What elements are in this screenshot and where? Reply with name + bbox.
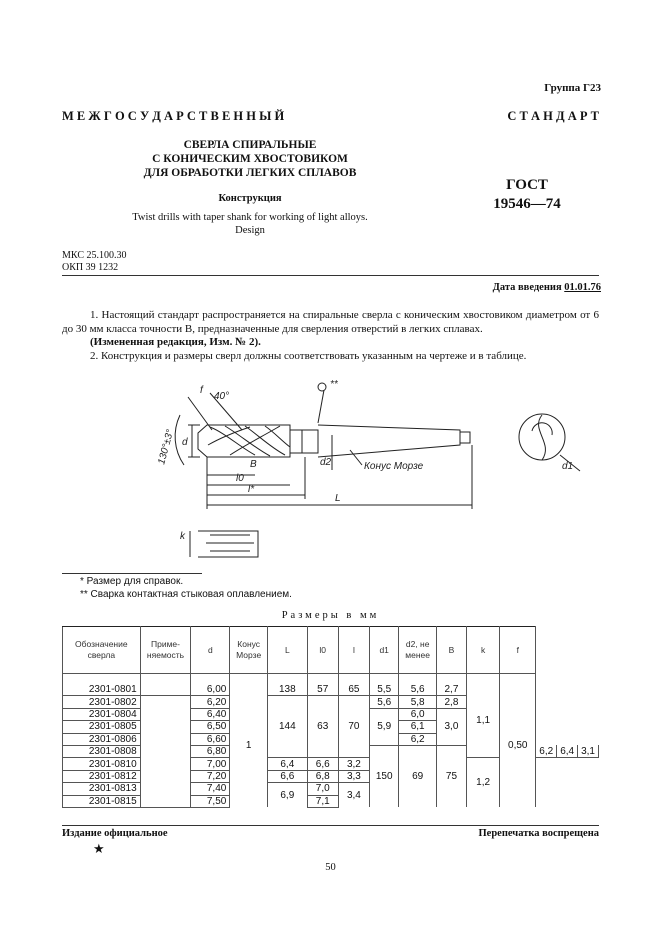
col-header: Приме- няемость xyxy=(140,627,191,674)
divider xyxy=(62,825,599,826)
paragraph-1-note: (Измененная редакция, Изм. № 2). xyxy=(90,336,261,348)
col-header: l0 xyxy=(307,627,338,674)
label-angle: 40° xyxy=(214,391,230,402)
cell-d: 6,00 xyxy=(191,674,230,696)
label-d: d xyxy=(182,437,188,448)
cell-k: 1,2 xyxy=(467,758,500,808)
cell-designation: 2301-0810 xyxy=(63,758,141,770)
cell-applicability xyxy=(140,745,191,757)
cell-l: 75 xyxy=(436,745,466,807)
cell-d1: 6,4 xyxy=(267,758,307,770)
cell-d: 6,40 xyxy=(191,708,230,720)
cell-f: 0,50 xyxy=(500,674,536,808)
cell-B: 3,4 xyxy=(338,783,369,808)
mks-code: МКС 25.100.30 xyxy=(62,250,127,261)
date-value: 01.01.76 xyxy=(564,282,601,293)
table-caption: Размеры в мм xyxy=(281,610,380,621)
group-label: Группа Г23 xyxy=(544,82,601,94)
cell-L: 138 xyxy=(267,674,307,696)
label-d1: d1 xyxy=(562,461,574,472)
page-number: 50 xyxy=(325,862,336,873)
cell-designation: 2301-0806 xyxy=(63,733,141,745)
cell-d: 7,20 xyxy=(191,770,230,782)
document-subtitle: Конструкция xyxy=(218,193,282,204)
classification-codes xyxy=(62,250,126,274)
gost-number xyxy=(487,176,567,214)
label-d2: d2 xyxy=(320,457,332,468)
okp-code: ОКП 39 1232 xyxy=(62,262,119,273)
cell-d2: 6,6 xyxy=(307,758,338,770)
cell-d: 6,20 xyxy=(191,696,230,708)
cell-designation: 2301-0815 xyxy=(63,795,141,807)
cell-d: 6,50 xyxy=(191,721,230,733)
cell-B: 3,1 xyxy=(578,745,599,757)
title-line-2: С КОНИЧЕСКИМ ХВОСТОВИКОМ xyxy=(152,153,348,165)
title-line-3: ДЛЯ ОБРАБОТКИ ЛЕГКИХ СПЛАВОВ xyxy=(143,167,357,179)
label-L: L xyxy=(335,493,341,504)
cell-d: 6,80 xyxy=(191,745,230,757)
cell-applicability xyxy=(140,770,191,782)
cell-morse: 1 xyxy=(230,674,268,808)
standard-banner xyxy=(62,109,599,124)
cell-B: 3,0 xyxy=(436,708,466,745)
col-header: d2, не менее xyxy=(399,627,436,674)
col-header: k xyxy=(467,627,500,674)
cell-B: 3,3 xyxy=(338,770,369,782)
cell-d: 7,50 xyxy=(191,795,230,807)
divider xyxy=(62,275,599,276)
cell-B: 2,8 xyxy=(436,696,466,708)
cell-applicability xyxy=(140,674,191,696)
gost-label: ГОСТ xyxy=(506,177,548,193)
cell-d2: 6,1 xyxy=(399,721,436,733)
cell-B: 2,7 xyxy=(436,674,466,696)
cell-designation: 2301-0813 xyxy=(63,783,141,795)
cell-d2: 5,6 xyxy=(399,674,436,696)
document-title xyxy=(100,138,400,180)
cell-k: 1,1 xyxy=(467,674,500,758)
star-icon: ★ xyxy=(93,841,105,856)
cell-designation: 2301-0812 xyxy=(63,770,141,782)
cell-designation: 2301-0802 xyxy=(63,696,141,708)
cell-designation: 2301-0805 xyxy=(63,721,141,733)
reprint-notice: Перепечатка воспрещена xyxy=(478,828,599,839)
label-morse-taper: Конус Морзе xyxy=(364,461,424,472)
cell-d2: 6,8 xyxy=(307,770,338,782)
cell-d: 6,60 xyxy=(191,733,230,745)
cell-d1: 5,6 xyxy=(369,696,398,708)
cell-d2: 7,0 xyxy=(307,783,338,795)
body-text xyxy=(62,309,599,363)
cell-d2: 7,1 xyxy=(307,795,338,807)
cell-d2: 5,8 xyxy=(399,696,436,708)
cell-d1: 5,9 xyxy=(369,708,398,745)
cell-d2: 6,2 xyxy=(399,733,436,745)
label-f: f xyxy=(200,385,203,396)
paragraph-2: 2. Конструкция и размеры сверл должны соответствовать указанным на чертеже и в таблице. xyxy=(90,349,527,362)
official-edition-label: Издание официальное xyxy=(62,828,168,839)
cell-applicability xyxy=(140,721,191,733)
cell-l0: 57 xyxy=(307,674,338,696)
col-header: d1 xyxy=(369,627,398,674)
cell-d2: 6,4 xyxy=(557,745,578,757)
footnote-2: ** Сварка контактная стыковая оплавлением. xyxy=(80,589,292,600)
col-header: Конус Морзе xyxy=(230,627,268,674)
label-k: k xyxy=(180,531,185,542)
cell-designation: 2301-0804 xyxy=(63,708,141,720)
paragraph-1: 1. Настоящий стандарт распространяется на спиральные сверла с коническим хвостовиком диаметром от 6 до 30 мм класса точности В, предназначенные для сверления отверстий в легких сплавах. xyxy=(62,309,599,335)
cell-d: 7,00 xyxy=(191,758,230,770)
english-title xyxy=(100,211,400,237)
english-line-1: Twist drills with taper shank for working of light alloys. xyxy=(132,212,368,223)
col-header: L xyxy=(267,627,307,674)
cell-designation: 2301-0808 xyxy=(63,745,141,757)
col-header: Обозначение сверла xyxy=(63,627,141,674)
label-l: l* xyxy=(248,484,255,495)
dimensions-table xyxy=(62,626,599,808)
english-line-2: Design xyxy=(235,225,265,236)
table-row xyxy=(63,674,599,696)
banner-right: С Т А Н Д А Р Т xyxy=(507,109,599,123)
cell-d1: 6,9 xyxy=(267,783,307,808)
cell-d1: 6,2 xyxy=(536,745,557,757)
label-weld: ** xyxy=(330,379,338,390)
banner-left: М Е Ж Г О С У Д А Р С Т В Е Н Н Ы Й xyxy=(62,109,285,123)
cell-B: 3,2 xyxy=(338,758,369,770)
cell-applicability xyxy=(140,733,191,745)
label-l0: l0 xyxy=(236,473,244,484)
cell-applicability xyxy=(140,783,191,795)
date-label: Дата введения xyxy=(492,282,562,293)
gost-code: 19546—74 xyxy=(493,196,561,212)
cell-l0: 63 xyxy=(307,696,338,758)
title-line-1: СВЕРЛА СПИРАЛЬНЫЕ xyxy=(183,139,317,151)
cell-L: 150 xyxy=(369,745,398,807)
col-header: d xyxy=(191,627,230,674)
label-tip-angle: 130°±3° xyxy=(156,428,177,466)
col-header: B xyxy=(436,627,466,674)
footnote-divider xyxy=(62,573,202,574)
cell-d1: 5,5 xyxy=(369,674,398,696)
cell-l0: 69 xyxy=(399,745,436,807)
footnote-1: * Размер для справок. xyxy=(80,576,184,587)
cell-applicability xyxy=(140,795,191,807)
drill-drawing xyxy=(150,375,600,575)
cell-applicability xyxy=(140,708,191,720)
table-header-row xyxy=(63,627,599,674)
cell-d: 7,40 xyxy=(191,783,230,795)
col-header: l xyxy=(338,627,369,674)
effective-date xyxy=(493,282,601,293)
cell-l: 70 xyxy=(338,696,369,758)
cell-applicability xyxy=(140,758,191,770)
cell-L: 144 xyxy=(267,696,307,758)
cell-d2: 6,0 xyxy=(399,708,436,720)
cell-l: 65 xyxy=(338,674,369,696)
cell-applicability xyxy=(140,696,191,708)
label-B: B xyxy=(250,459,257,470)
footnotes xyxy=(80,575,292,601)
cell-d1: 6,6 xyxy=(267,770,307,782)
cell-designation: 2301-0801 xyxy=(63,674,141,696)
col-header: f xyxy=(500,627,536,674)
